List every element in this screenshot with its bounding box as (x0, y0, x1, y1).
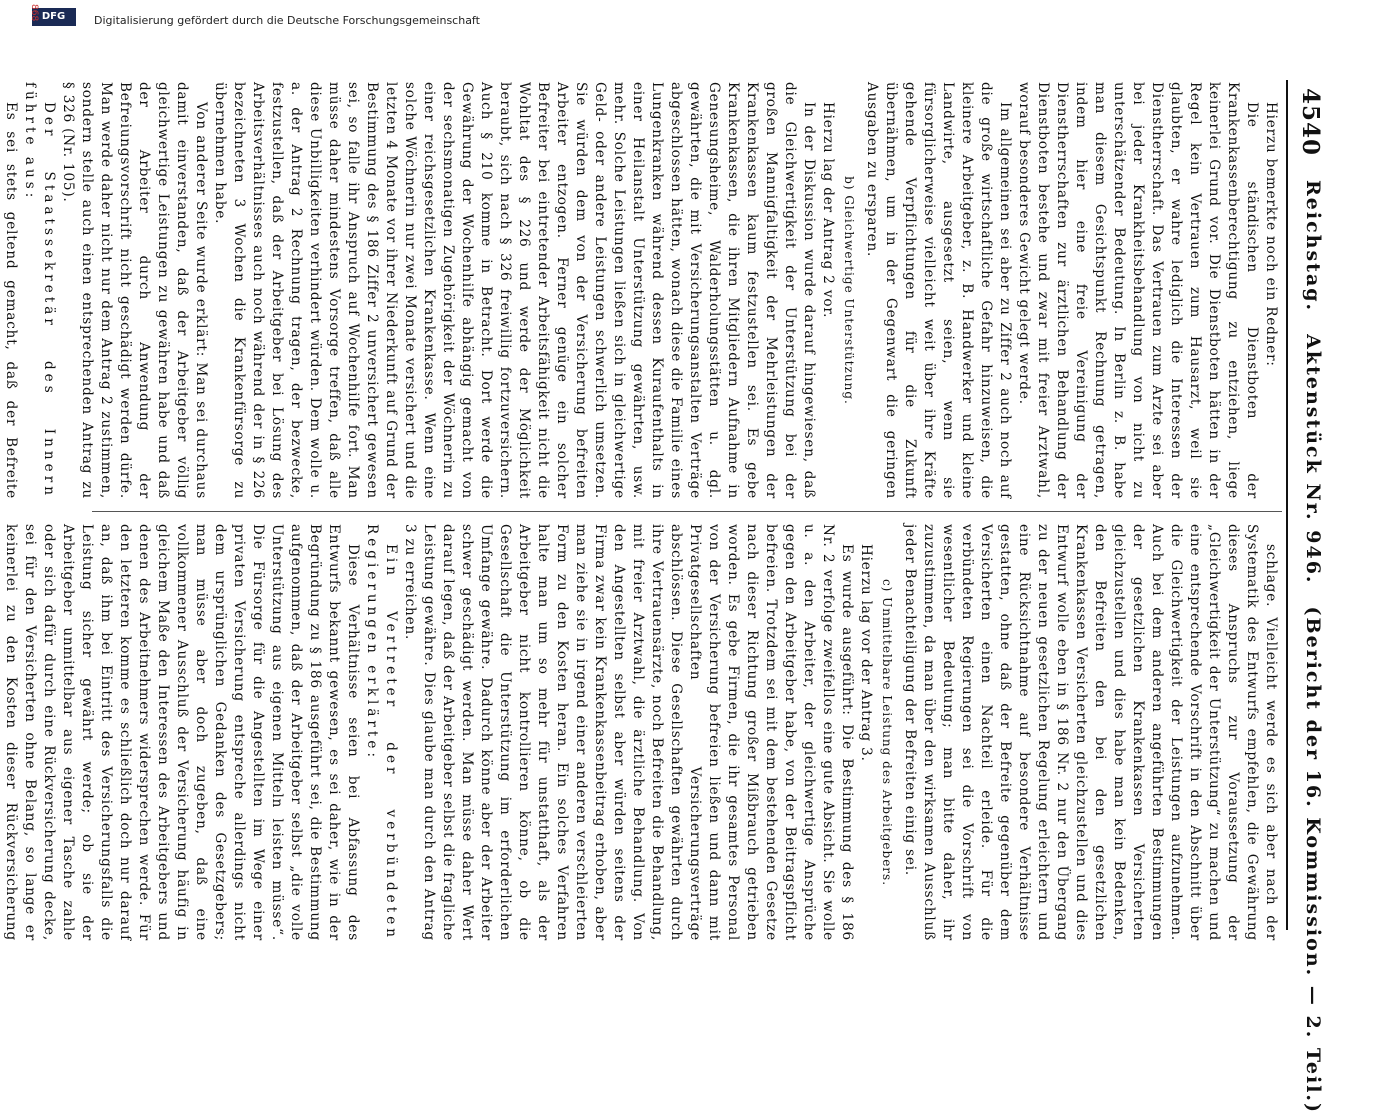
paragraph: Hierzu bemerkte noch ein Redner: (1263, 102, 1279, 367)
paragraph: schlage. Vielleicht werde es sich aber nach der Systematik des Entwurfs empfehlen, die Gewährung dieses Anspruchs zur Voraussetzung der „Gleichwertigkeit der Unterstützung“ zu machen und eine entsprechende Vorschrift in den Abschnitt über die Gleichwertigkeit der Leistungen aufzunehmen. Auch bei dem anderen angeführten Bestimmungen der gesetzlichen Krankenkassen Versicherten gleichzustellen und dies habe man kein Bedenken, den Befreiten den bei den gesetzlichen Krankenkassen Versicherten gleichzustellen und dies Entwurf wolle eben in § 186 Nr. 2 nur den Übergang zu der neuen gesetzlichen Regelung erleichtern und eine Rücksichtnahme auf besondere Verhältnisse gestatten, ohne daß der Befreite gegenüber dem Versicherten einen Nachteil erleide. Für die verbündeten Regierungen sei die Vorschrift von wesentlicher Bedeutung; man bitte daher, ihr zuzustimmen, da man über den wirksamen Ausschluß jeder Benachteiligung der Befreiten einig sei. (902, 524, 1279, 941)
paragraph: Hierzu lag der Antrag 2 vor. (820, 102, 836, 319)
paragraph: Die ständischen Dienstboten der Krankenkassenberechtigung zu entziehen, liege keinerlei Grund vor. Die Dienstboten hätten in der Regel kein Vertrauen zum Hausarzt, weil sie glaubten, er wahre lediglich die Interessen der Dienstherrschaft. Das Vertrauen zum Arzte sei aber bei jeder Krankheitsbehandlung von nicht zu unterschätzender Bedeutung. In Berlin z. B. habe man diesem Gesichtspunkt Rechnung getragen, indem hier eine freie Vereinigung der Dienstherrschaften zur ärztlichen Behandlung der Dienstboten bestehe und zwar mit freier Arztwahl, worauf besonderes Gewicht gelegt werde. (1016, 82, 1260, 499)
paragraph: Von anderer Seite wurde erklärt: Man sei durchaus damit einverstanden, daß der Arbeitgeber völlig gleichwertige Leistungen zu gewähren habe und daß der Arbeiter durch Anwendung der Befreiungsvorschrift nicht geschädigt werden dürfe. Man werde daher nicht nur dem Antrag 2 zustimmen, sondern stelle auch einen entsprechenden Antrag zu § 326 (Nr. 105). (60, 82, 209, 499)
section-heading: c) Unmittelbare Leistung des Arbeitgebers. (880, 578, 894, 887)
paragraph: Im allgemeinen sei aber zu Ziffer 2 auch noch auf die große wirtschaftliche Gefahr hinzuweisen, die kleinere Arbeitgeber, z. B. Handwerker und kleine Landwirte, ausgesetzt seien, wenn sie fürsorglicherweise vielleicht weit über ihre Kräfte gehende Verpflichtungen für die Zukunft übernähmen, um in der Gegenwart die geringen Ausgaben zu ersparen. (864, 82, 1013, 499)
header-reichstag: Reichstag. (1302, 180, 1324, 313)
paragraph: Hierzu lag vor der Antrag 3. (858, 544, 874, 762)
dfg-logo-text: DFG (42, 11, 66, 23)
paragraph: Es sei stets geltend gemacht, daß der Befreite (3, 102, 19, 499)
left-text-column (3, 82, 1280, 499)
page-number: 4540 (1297, 88, 1324, 157)
digitization-note (84, 14, 684, 27)
paragraph: Es wurde ausgeführt: Die Bestimmung des § 186 Nr. 2 verfolge zweifellos eine gute Absicht. Sie wolle u. a. den Arbeiter, der gleichwertige Ansprüche gegen den Arbeitgeber habe, von der Beitragspflicht befreien. Trotzdem sei mit dem bestehenden Gesetze nach dieser Richtung großer Mißbrauch getrieben worden. Es gebe Firmen, die ihr gesamtes Personal von der Versicherung befreien ließen und dann mit Privatgesellschaften Versicherungsverträge abschlössen. Diese Gesellschaften gewährten durch ihre Vertrauensärzte, noch Befreiten die Behandlung, mit freier Arztwahl, die ärztliche Behandlung. Von den Angestellten selbst aber würden seitens der Firma zwar kein Krankenkassenbeitrag erhoben, aber man ziehe sie in irgend einer anderen verschleierten Form zu den Kosten heran. Ein solches Verfahren halte man um so mehr für unstatthaft, als der Arbeitgeber nicht kontrollieren könne, ob die Gesellschaft die Unterstützung im erforderlichen Umfange gewähre. Dadurch könne aber der Arbeiter schwer geschädigt werden. Man müsse daher Wert darauf legen, daß der Arbeitgeber selbst die fragliche Leistung gewähre. Dies glaube man durch den Antrag 3 zu erreichen. (402, 524, 855, 941)
paragraph-speaker: Ein Vertreter der verbündeten Regierungen erklärte: (364, 524, 399, 941)
page-header (1302, 180, 1324, 1114)
paragraph: Diese Verhältnisse seien bei Abfassung des Entwurfs bekannt gewesen, es sei daher, wie in der Begründung zu § 186 ausgeführt sei, die Bestimmung aufgenommen, daß der Arbeitgeber selbst „die volle Unterstützung aus eigenen Mitteln leisten müsse“. Die Fürsorge für die Angestellten im Wege einer privaten Versicherung entspreche allerdings nicht dem ursprünglichen Gedanken des Gesetzgebers; man müsse aber doch zugeben, daß eine vollkommener Ausschluß der Versicherung häufig in gleichem Maße den Interessen des Arbeitgebers und denen des Arbeitnehmers widersprechen werde. Für den letzteren komme es schließlich doch nur darauf an, daß ihm bei Eintritt des Versicherungsfalls die Leistung sicher gewährt werde; ob sie der Arbeitgeber unmittelbar aus eigener Tasche zahle oder sich dafür durch eine Rückversicherung decke, sei für den Versicherten ohne Belang, so lange er keinerlei zu den Kosten dieser Rückversicherung (3, 524, 361, 941)
section-heading: b) Gleichwertige Unterstützung. (842, 176, 856, 405)
right-text-column (3, 524, 1280, 941)
header-aktenstueck: Aktenstück Nr. 946. (1302, 334, 1324, 585)
paragraph-speaker: Der Staatssekretär des Innern führte aus: (22, 82, 57, 499)
header-bericht: (Bericht der 16. Kommission. — 2. Teil.) (1302, 606, 1324, 1114)
column-divider (92, 511, 1282, 512)
digitization-note-text: Digitalisierung gefördert durch die Deutsche Forschungsgemeinschaft (94, 14, 480, 27)
header-rule (1286, 80, 1288, 930)
paragraph: In der Diskussion wurde darauf hingewiesen, daß die Gleichwertigkeit der Unterstützung bei der großen Mannigfaltigkeit der Mehrleistungen der Krankenkassen kaum festzustellen sei. Es gebe Krankenkassen, die ihren Mitgliedern Aufnahme in Genesungsheime, Walderholungsstätten u. dgl. gewährten, die mit Versicherungsanstalten Verträge abgeschlossen hätten, wonach diese die Familie eines Lungenkranken während dessen Kuraufenthalts in einer Heilanstalt Unterstützung gewährten, usw. mehr. Solche Leistungen ließen sich in gleichwertige Geld- oder andere Leistungen schwerlich umsetzen. Sie würden dem von der Versicherung befreiten Arbeiter entzogen. Ferner genüge ein solcher Befreiter bei eintretender Arbeitsfähigkeit nicht die Wohltat des § 226 und werde der Möglichkeit beraubt, sich nach § 326 freiwillig fortzuversichern. Auch § 210 komme in Betracht. Dort werde die Gewährung der Wochenhilfe abhängig gemacht von der sechsmonatigen Zugehörigkeit der Wöchnerin zu einer reichsgesetzlichen Krankenkasse. Wenn eine solche Wöchnerin nur zwei Monate versichert und die letzten 4 Monate vor ihrer Niederkunft auf Grund der Bestimmung des § 186 Ziffer 2 unversichert gewesen sei, so falle ihr Anspruch auf Wochenhilfe fort. Man müsse daher mindestens Vorsorge treffen, daß alle diese Unbilligkeiten verhindert würden. Dem wolle u. a. der Antrag 2 Rechnung tragen, der bezwecke, festzustellen, daß der Arbeitgeber bei Lösung des Arbeitsverhältnisses auch noch während der in § 226 bezeichneten 3 Wochen die Krankenfürsorge zu übernehmen habe. (212, 82, 817, 499)
page-marker: 868 (29, 4, 39, 22)
